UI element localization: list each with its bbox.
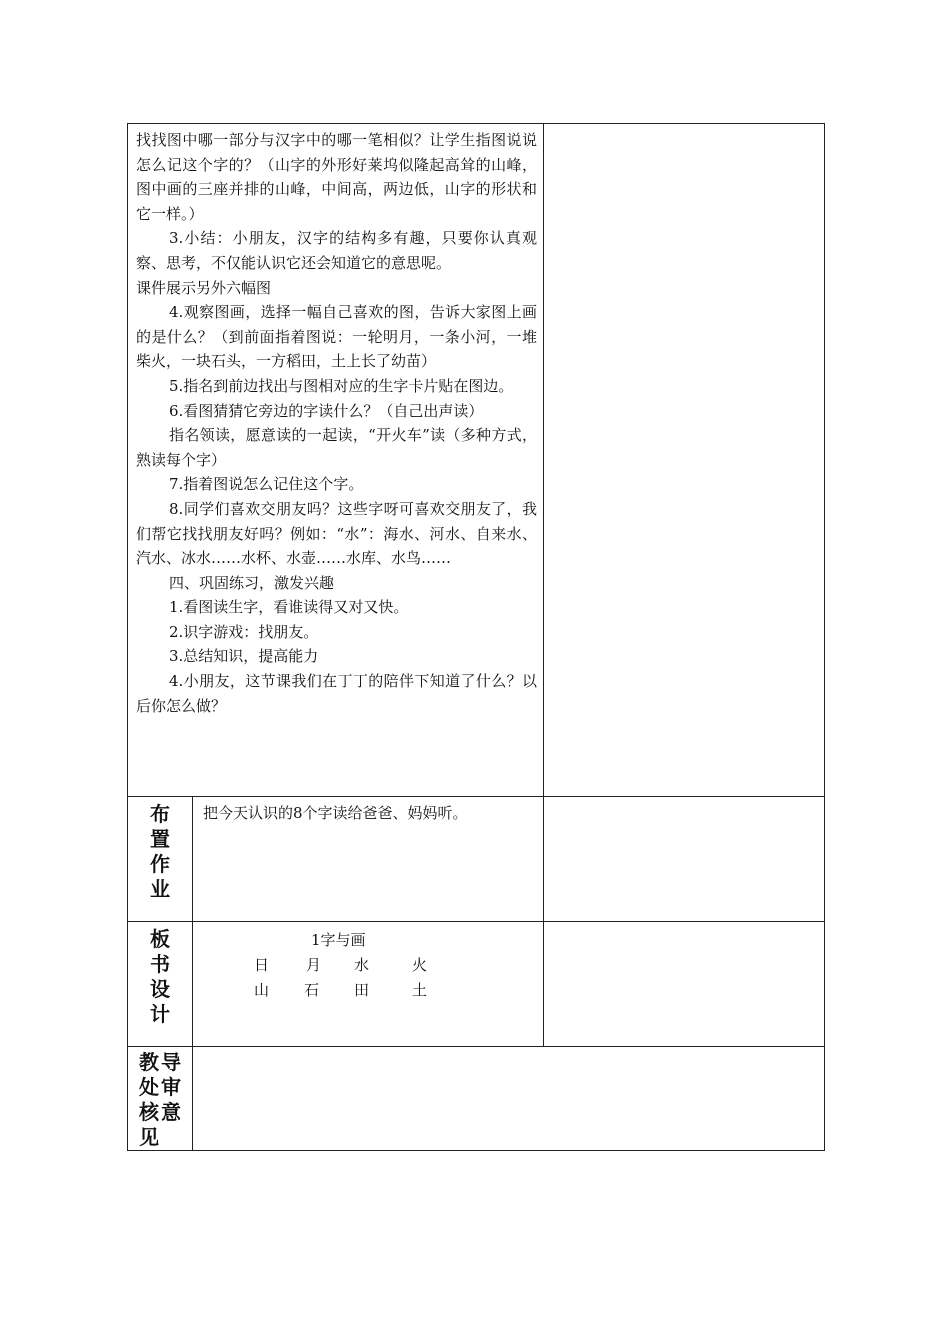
- board-label-char: 板: [150, 927, 170, 951]
- review-label-col: [138, 1050, 160, 1150]
- homework-label-char: 业: [150, 877, 170, 901]
- homework-label-char: 布: [150, 802, 170, 826]
- board-char: 水: [354, 956, 370, 974]
- lesson-paragraph: 找找图中哪一部分与汉字中的哪一笔相似？让学生指图说说怎么记这个字的？（山字的外形好莱坞似隆起高耸的山峰，图中画的三座并排的山峰，中间高，两边低，山字的形状和它一样。）: [136, 131, 538, 223]
- board-design: [193, 922, 543, 1038]
- lesson-paragraph: 8.同学们喜欢交朋友吗？这些字呀可喜欢交朋友了，我们帮它找找朋友好吗？例如：“水”：海水、河水、自来水、汽水、冰水……水杯、水壶……水库、水鸟……: [136, 499, 538, 568]
- review-label-char: 审: [161, 1075, 181, 1099]
- board-label-char: 计: [150, 1002, 170, 1026]
- review-label: [128, 1047, 192, 1150]
- homework-content-cell: [193, 797, 544, 922]
- board-title: 1字与画: [311, 931, 366, 949]
- board-design-row: [128, 922, 825, 1047]
- homework-row: [128, 797, 825, 922]
- lesson-paragraph: 3.总结知识，提高能力: [169, 647, 319, 666]
- board-char: 火: [412, 956, 428, 974]
- lesson-paragraph: 4.小朋友，这节课我们在丁丁的陪伴下知道了什么？以后你怎么做？: [136, 672, 538, 715]
- homework-label-char: 置: [150, 827, 170, 851]
- board-char: 山: [254, 981, 270, 999]
- homework-text: 把今天认识的8个字读给爸爸、妈妈听。: [203, 804, 468, 822]
- homework-label: [128, 797, 192, 902]
- teaching-process-text: [128, 124, 543, 718]
- lesson-paragraph: 7.指着图说怎么记住这个字。: [169, 475, 364, 494]
- review-row: [128, 1047, 825, 1151]
- teaching-process-cell: [128, 124, 544, 797]
- lesson-paragraph: 3.小结：小朋友，汉字的结构多有趣，只要你认真观察、思考，不仅能认识它还会知道它的意思呢。: [136, 229, 538, 272]
- review-label-char: 教: [139, 1050, 159, 1074]
- lesson-paragraph: 2.识字游戏：找朋友。: [169, 622, 319, 641]
- lesson-paragraph: 1.看图读生字，看谁读得又对又快。: [169, 598, 409, 617]
- lesson-paragraph: 5.指名到前边找出与图相对应的生字卡片贴在图边。: [169, 376, 514, 395]
- teaching-process-row: [128, 124, 825, 797]
- homework-label-char: 作: [150, 852, 170, 876]
- lesson-plan-table: [127, 123, 825, 1151]
- board-label-cell: [128, 922, 193, 1047]
- review-label-char: 核: [139, 1100, 159, 1124]
- board-char: 日: [254, 956, 270, 974]
- review-label-char: 处: [139, 1075, 159, 1099]
- board-notes-cell: [544, 922, 825, 1047]
- homework-label-cell: [128, 797, 193, 922]
- board-char: 月: [306, 956, 322, 974]
- review-label-char: 意: [161, 1100, 181, 1124]
- board-label-char: 书: [150, 952, 170, 976]
- notes-cell: [544, 124, 825, 797]
- board-label: [128, 922, 192, 1027]
- review-label-cell: [128, 1047, 193, 1151]
- review-label-char: 导: [161, 1050, 181, 1074]
- board-label-char: 设: [150, 977, 170, 1001]
- lesson-paragraph: 指名领读，愿意读的一起读，“开火车”读（多种方式，熟读每个字）: [136, 426, 538, 469]
- lesson-paragraph: 四、巩固练习，激发兴趣: [169, 573, 335, 592]
- board-char: 石: [304, 981, 320, 999]
- board-char: 田: [354, 981, 370, 999]
- board-char: 土: [412, 981, 428, 999]
- review-label-col: [160, 1050, 182, 1150]
- homework-notes-cell: [544, 797, 825, 922]
- review-content-cell: [193, 1047, 825, 1151]
- lesson-paragraph: 4.观察图画，选择一幅自己喜欢的图，告诉大家图上画的是什么？（到前面指着图说：一轮明月，一条小河，一堆柴火，一块石头，一方稻田，土上长了幼苗）: [136, 303, 538, 371]
- review-label-char: 见: [139, 1125, 159, 1149]
- board-content-cell: [193, 922, 544, 1047]
- lesson-paragraph: 6.看图猜猜它旁边的字读什么？（自己出声读）: [169, 401, 484, 420]
- lesson-paragraph: 课件展示另外六幅图: [136, 278, 272, 297]
